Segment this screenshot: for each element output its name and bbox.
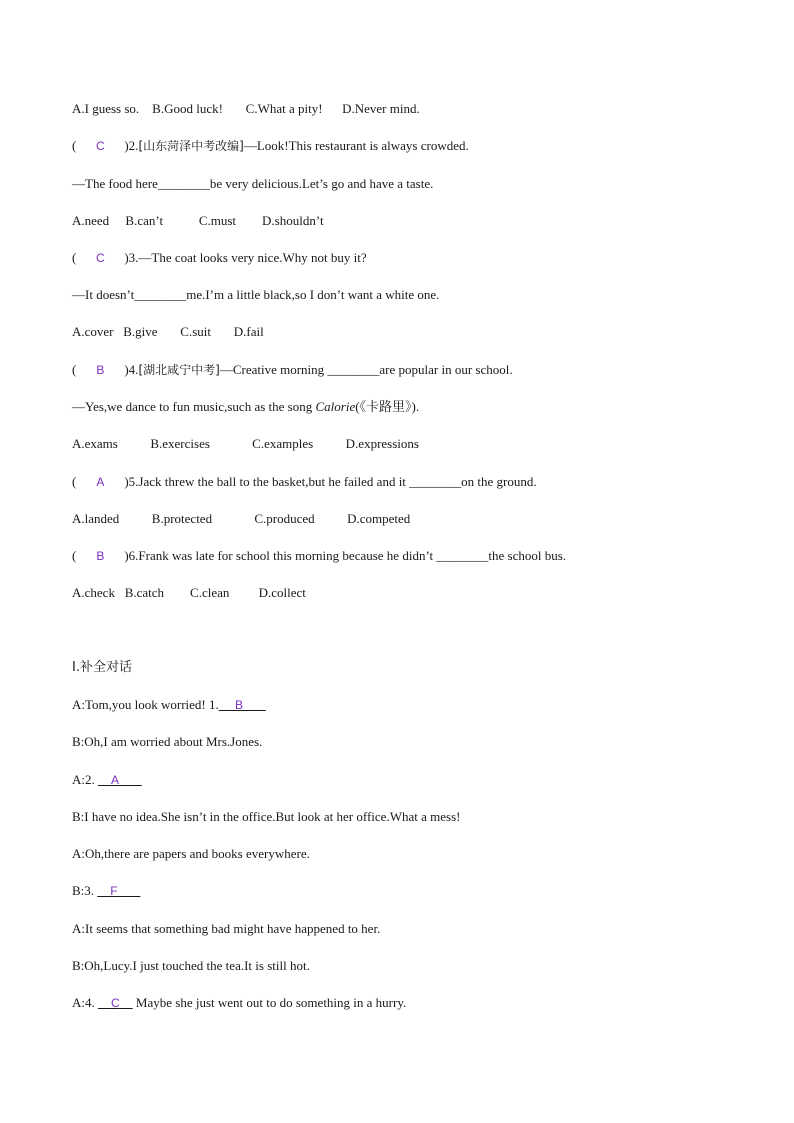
dialogue-line: B:I have no idea.She isn’t in the office.But look at her office.What a mess! xyxy=(72,809,461,824)
q4-answer: B xyxy=(96,363,105,377)
q6-answer: B xyxy=(96,549,105,563)
q3-answer: C xyxy=(96,251,105,265)
q4-number: )4. xyxy=(124,362,139,377)
dialogue-line: A:It seems that something bad might have happened to her. xyxy=(72,921,381,936)
dialogue-answer: C xyxy=(111,996,120,1010)
dialogue-blank xyxy=(98,772,142,788)
q4-line2-pre: —Yes,we dance to fun music,such as the song xyxy=(72,399,316,414)
dialogue-line xyxy=(72,995,406,1011)
q3-open-paren: ( xyxy=(72,250,77,265)
q4-source: [湖北咸宁中考] xyxy=(138,363,220,377)
q2-answer: C xyxy=(96,139,105,153)
q4-line2-post: (《卡路里》). xyxy=(355,399,420,414)
q6-options: A.check B.catch C.clean D.collect xyxy=(72,585,306,600)
q6-text: )6.Frank was late for school this morning because he didn’t ________the school bus. xyxy=(124,548,567,563)
q6-open-paren: ( xyxy=(72,548,77,563)
q4-stem xyxy=(72,362,513,378)
dialogue-answer: A xyxy=(111,773,120,787)
dialogue-text: B:3. xyxy=(72,883,98,898)
dialogue-answer: F xyxy=(110,884,118,898)
q6-stem xyxy=(72,548,566,564)
q4-song-title: Calorie xyxy=(315,399,356,414)
q2-open-paren: ( xyxy=(72,138,77,153)
q2-line2: —The food here________be very delicious.Let’s go and have a taste. xyxy=(72,176,434,191)
q5-options: A.landed B.protected C.produced D.competed xyxy=(72,511,411,526)
q2-source: [山东菏泽中考改编] xyxy=(138,139,244,153)
dialogue-line: A:Oh,there are papers and books everywhere. xyxy=(72,846,310,861)
q5-stem xyxy=(72,474,537,490)
dialogue-text: Maybe she just went out to do something in a hurry. xyxy=(132,995,407,1010)
q3-stem xyxy=(72,250,367,266)
dialogue-text: A:2. xyxy=(72,772,98,787)
dialogue-line xyxy=(72,772,142,788)
q5-open-paren: ( xyxy=(72,474,77,489)
section-title: Ⅰ.补全对话 xyxy=(72,660,132,675)
dialogue-answer: B xyxy=(235,698,244,712)
q2-stem xyxy=(72,138,469,154)
q4-open-paren: ( xyxy=(72,362,77,377)
q4-line2 xyxy=(72,399,419,415)
q4-options: A.exams B.exercises C.examples D.expressions xyxy=(72,436,419,451)
dialogue-text: A:4. xyxy=(72,995,98,1010)
q5-text: )5.Jack threw the ball to the basket,but he failed and it ________on the ground. xyxy=(124,474,537,489)
q3-options: A.cover B.give C.suit D.fail xyxy=(72,324,264,339)
q3-line2: —It doesn’t________me.I’m a little black,so I don’t want a white one. xyxy=(72,287,440,302)
q1-options: A.I guess so. B.Good luck! C.What a pity! D.Never mind. xyxy=(72,101,420,116)
q2-text: —Look!This restaurant is always crowded. xyxy=(243,138,469,153)
q2-options: A.need B.can’t C.must D.shouldn’t xyxy=(72,213,324,228)
q3-text: )3.—The coat looks very nice.Why not buy it? xyxy=(124,250,367,265)
q4-text: —Creative morning ________are popular in our school. xyxy=(219,362,513,377)
q2-number: )2. xyxy=(124,138,139,153)
dialogue-line xyxy=(72,697,266,713)
dialogue-blank xyxy=(97,883,140,899)
dialogue-text: A:Tom,you look worried! 1. xyxy=(72,697,219,712)
dialogue-line: B:Oh,Lucy.I just touched the tea.It is still hot. xyxy=(72,958,310,973)
dialogue-blank xyxy=(98,995,133,1011)
dialogue-blank xyxy=(219,697,266,713)
dialogue-line: B:Oh,I am worried about Mrs.Jones. xyxy=(72,734,263,749)
q5-answer: A xyxy=(96,475,105,489)
dialogue-line xyxy=(72,883,140,899)
